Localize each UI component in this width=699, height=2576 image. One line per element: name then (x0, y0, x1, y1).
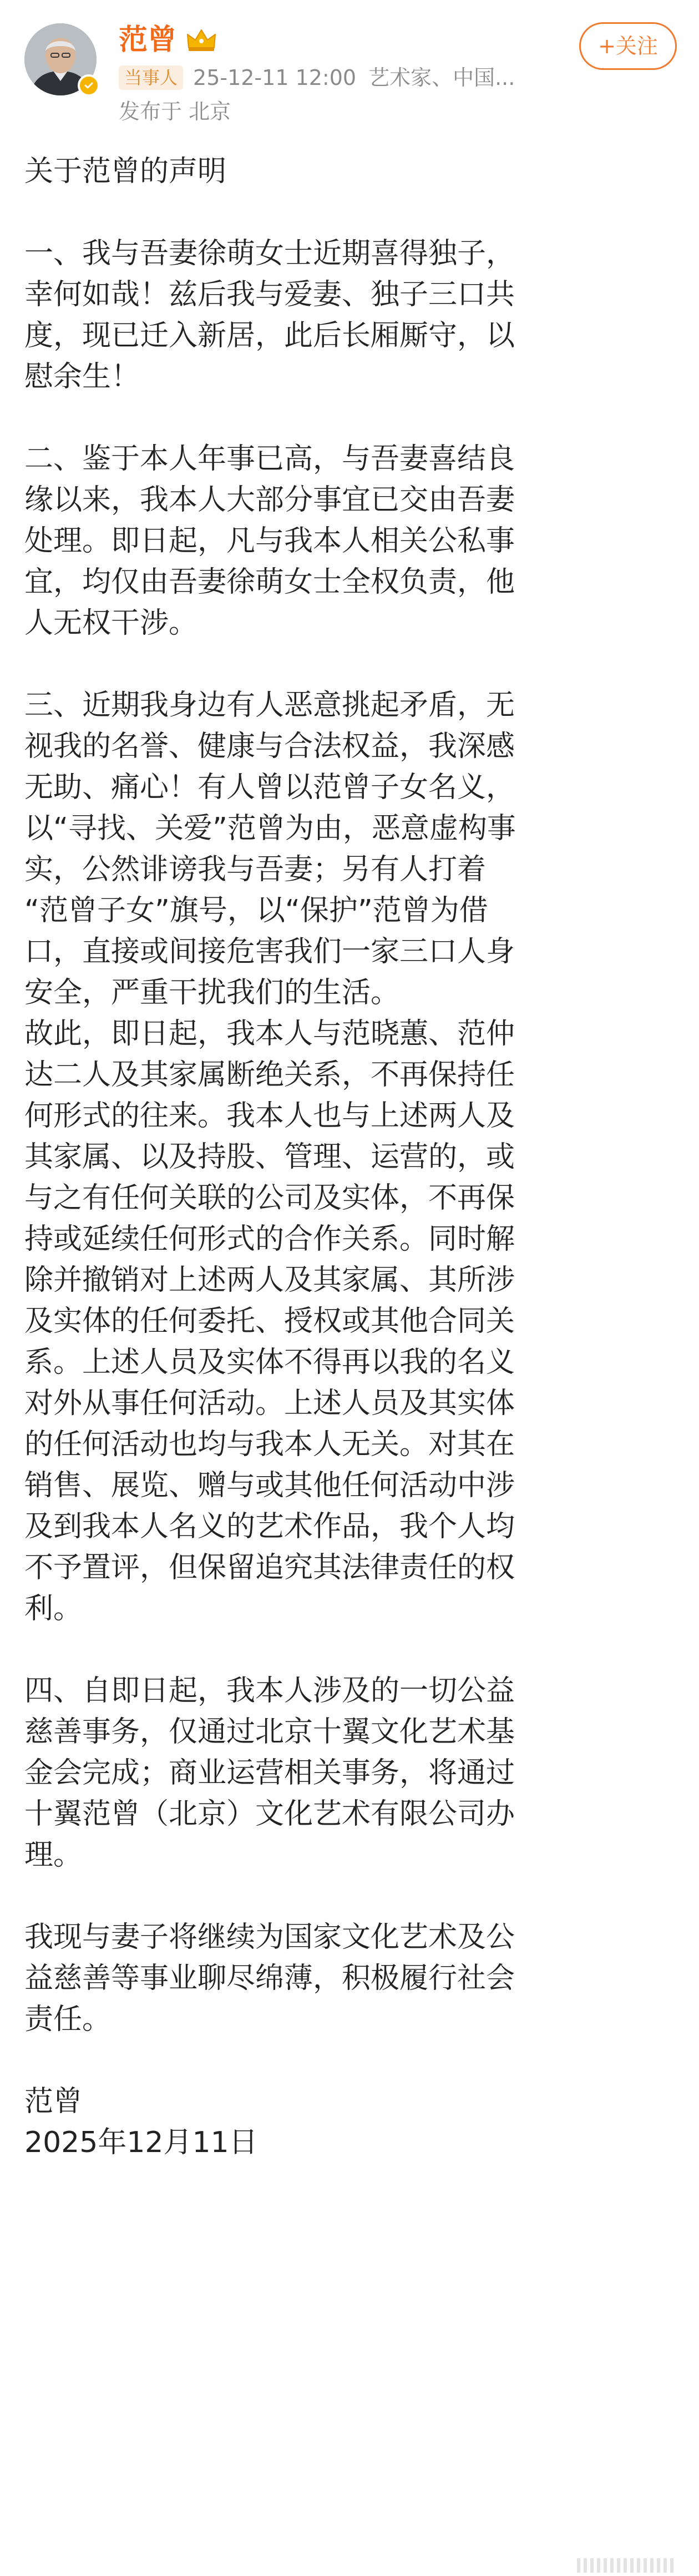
paragraph-2: 二、鉴于本人年事已高，与吾妻喜结良 缘以来，我本人大部分事宜已交由吾妻 处理。即日起，凡与我本人相关公私事 宜，均仅由吾妻徐萌女士全权负责，他 人无权干涉。 (24, 442, 515, 640)
paragraph-3-continued: 故此，即日起，我本人与范晓蕙、范仲 达二人及其家属断绝关系，不再保持任 何形式的往来。我本人也与上述两人及 其家属、以及持股、管理、运营的，或 与之有任何关联的公司及实体，不再保 持或延续任何形式的合作关系。同时解 除并撤销对上述两人及其家属、其所涉 及实体的任何委托、授权或其他合同关 系。上述人员及实体不得再以我的名义 对外从事任何活动。上述人员及其实体 的任何活动也均与我本人无关。对其在 销售、展览、赠与或其他任何活动中涉 及到我本人名义的艺术作品，我个人均 不予置评，但保留追究其法律责任的权 利。 (24, 1017, 515, 1625)
post-header (0, 0, 699, 139)
statement-title: 关于范曾的声明 (24, 155, 227, 188)
crown-icon (185, 27, 217, 53)
username[interactable]: 范曾 (119, 23, 177, 57)
party-badge: 当事人 (119, 65, 183, 90)
paragraph-3: 三、近期我身边有人恶意挑起矛盾，无 视我的名誉、健康与合法权益，我深感 无助、痛心！有人曾以范曾子女名义， 以“寻找、关爱”范曾为由，恶意虚构事 实，公然诽谤我与吾妻；另有人打着 “范曾子女”旗号，以“保护”范曾为借 口，直接或间接危害我们一家三口人身 安全，严重干扰我们的生活。 (24, 689, 516, 1009)
paragraph-4: 四、自即日起，我本人涉及的一切公益 慈善事务，仅通过北京十翼文化艺术基 金会完成；商业运营相关事务，将通过 十翼范曾（北京）文化艺术有限公司办 理。 (24, 1674, 515, 1872)
watermark-strip (577, 2558, 677, 2573)
paragraph-gap (24, 644, 679, 685)
signature-name: 范曾 (24, 2085, 83, 2118)
post-location: 发布于 北京 (119, 99, 231, 124)
paragraph-gap (24, 192, 679, 233)
signature-date: 2025年12月11日 (24, 2126, 258, 2159)
paragraph-1: 一、我与吾妻徐萌女士近期喜得独子， 幸何如哉！兹后我与爱妻、独子三口共 度，现已迁入新居，此后长厢厮守，以 慰余生！ (24, 237, 515, 393)
paragraph-gap (24, 2040, 679, 2081)
post-time: 25-12-11 12:00 (193, 65, 357, 90)
user-tags[interactable]: 艺术家、中国... (368, 65, 515, 90)
verified-badge-icon (78, 74, 100, 97)
paragraph-gap (24, 1629, 679, 1670)
paragraph-5: 我现与妻子将继续为国家文化艺术及公 益慈善等事业聊尽绵薄，积极履行社会 责任。 (24, 1921, 515, 2036)
post-content (24, 151, 679, 2163)
post-meta (119, 64, 515, 91)
follow-button[interactable]: +关注 (579, 22, 677, 70)
paragraph-gap (24, 1876, 679, 1917)
paragraph-gap (24, 397, 679, 438)
